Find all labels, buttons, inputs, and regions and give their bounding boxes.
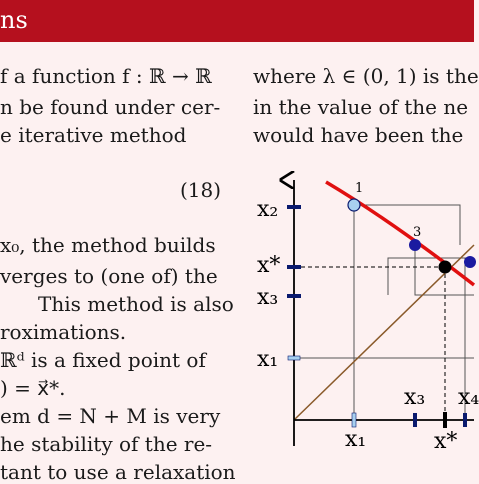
y-label-xstar: x* (257, 253, 281, 278)
x-tick-x4 (463, 413, 467, 427)
text-line: roximations. (0, 320, 127, 344)
text-line: he stability of the re- (0, 432, 213, 456)
equation-number: (18) (180, 178, 222, 202)
x-tick-x1 (352, 413, 356, 427)
text-line: e iterative method (0, 123, 187, 147)
text-line: This method is also (38, 292, 234, 316)
fixed-point (439, 261, 452, 274)
text-line: where λ ∈ (0, 1) is the (253, 64, 479, 88)
text-line: ) = x⃗*. (0, 376, 66, 400)
x-label-x4: x₄ (458, 385, 479, 410)
point-label-3: 3 (413, 225, 422, 240)
text-line: verges to (one of) the (0, 264, 218, 288)
y-tick-x3 (287, 294, 301, 298)
slide-header-title: ns (0, 6, 28, 34)
x-label-xstar: x* (434, 429, 458, 454)
text-line: ℝᵈ is a fixed point of (0, 348, 206, 372)
y-tick-x2 (287, 205, 301, 209)
y-tick-x1 (288, 356, 300, 360)
function-curve (326, 182, 474, 285)
x-tick-x3 (413, 413, 417, 427)
y-tick-xstar (287, 265, 301, 269)
x-label-x1: x₁ (345, 427, 367, 452)
iteration-point (464, 256, 476, 268)
text-line: in the value of the ne (253, 95, 469, 119)
iteration-point-3 (409, 239, 421, 251)
x-tick-xstar (443, 412, 447, 428)
y-label-x3: x₃ (257, 285, 279, 310)
text-line: em d = N + M is very (0, 404, 221, 428)
text-line: tant to use a relaxation (0, 460, 236, 484)
text-line: would have been the (253, 123, 464, 147)
text-line: f a function f : ℝ → ℝ (0, 64, 212, 88)
text-line: n be found under cer- (0, 95, 221, 119)
y-label-x1: x₁ (257, 347, 279, 372)
iteration-point-1 (348, 199, 360, 211)
x-label-x3: x₃ (404, 385, 426, 410)
y-label-x2: x₂ (257, 197, 279, 222)
text-line: x₀, the method builds (0, 233, 216, 257)
cobweb-lines (294, 205, 474, 420)
point-label-1: 1 (355, 181, 364, 196)
